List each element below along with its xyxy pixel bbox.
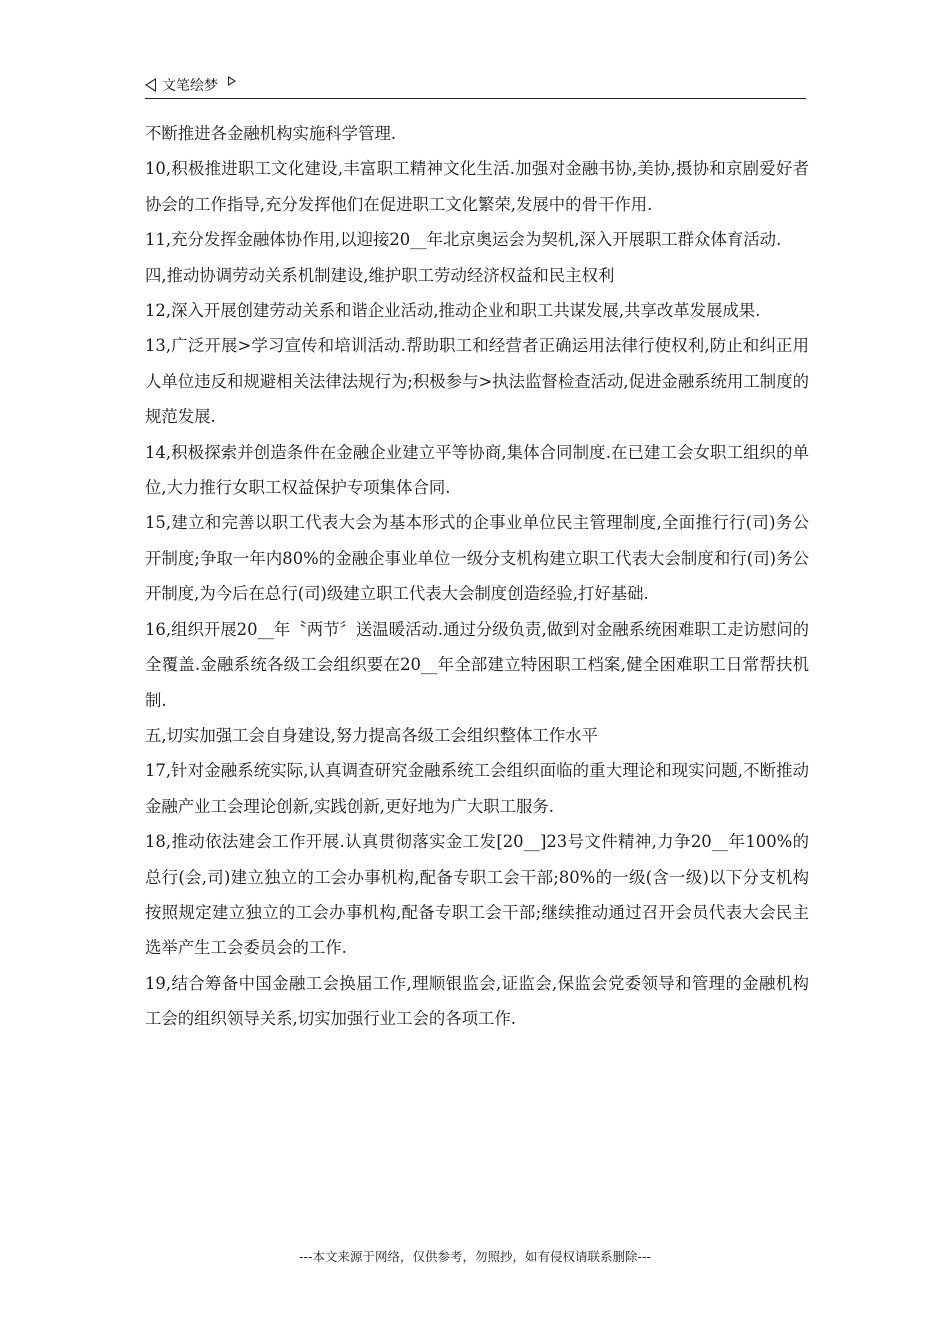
page-header xyxy=(145,72,806,99)
triangle-left-icon xyxy=(145,78,156,92)
paragraph: 16,组织开展20__年〝两节〞送温暖活动.通过分级负责,做到对金融系统困难职工走访慰问的全覆盖.金融系统各级工会组织要在20__年全部建立特困职工档案,健全困难职工日常帮扶机制. xyxy=(145,619,809,710)
paragraph: 14,积极探索并创造条件在金融企业建立平等协商,集体合同制度.在已建工会女职工组织的单位,大力推行女职工权益保护专项集体合同. xyxy=(145,442,809,498)
paragraph: 12,深入开展创建劳动关系和谐企业活动,推动企业和职工共谋发展,共享改革发展成果. xyxy=(145,301,761,321)
paragraph: 19,结合筹备中国金融工会换届工作,理顺银监会,证监会,保监会党委领导和管理的金融机构工会的组织领导关系,切实加强行业工会的各项工作. xyxy=(145,973,809,1029)
section-heading: 五,切实加强工会自身建设,努力提高各级工会组织整体工作水平 xyxy=(145,725,598,745)
paragraph: 13,广泛开展>学习宣传和培训活动.帮助职工和经营者正确运用法律行使权利,防止和纠正用人单位违反和规避相关法律法规行为;积极参与>执法监督检查活动,促进金融系统用工制度的规范发展. xyxy=(145,336,809,427)
document-body xyxy=(145,116,809,1037)
paragraph: 18,推动依法建会工作开展.认真贯彻落实金工发[20__]23号文件精神,力争20__年100%的总行(会,司)建立独立的工会办事机构,配备专职工会干部;80%的一级(含一级)以下分支机构按照规定建立独立的工会办事机构,配备专职工会干部;继续推动通过召开会员代表大会民主选举产生工会委员会的工作. xyxy=(145,832,809,958)
paragraph: 10,积极推进职工文化建设,丰富职工精神文化生活.加强对金融书协,美协,摄协和京剧爱好者协会的工作指导,充分发挥他们在促进职工文化繁荣,发展中的骨干作用. xyxy=(145,159,809,214)
section-heading: 四,推动协调劳动关系机制建设,维护职工劳动经济权益和民主权利 xyxy=(145,265,615,285)
header-title: 文笔绘梦 xyxy=(162,78,218,94)
paragraph: 11,充分发挥金融体协作用,以迎接20__年北京奥运会为契机,深入开展职工群众体育活动. xyxy=(145,230,782,250)
paragraph: 不断推进各金融机构实施科学管理. xyxy=(145,124,397,143)
triangle-right-icon xyxy=(228,76,236,86)
page-footer: ---本文来源于网络，仅供参考，勿照抄，如有侵权请联系删除--- xyxy=(298,1249,652,1264)
paragraph: 17,针对金融系统实际,认真调查研究金融系统工会组织面临的重大理论和现实问题,不断推动金融产业工会理论创新,实践创新,更好地为广大职工服务. xyxy=(145,761,809,816)
paragraph: 15,建立和完善以职工代表大会为基本形式的企事业单位民主管理制度,全面推行行(司)务公开制度;争取一年内80%的金融企事业单位一级分支机构建立职工代表大会制度和行(司)务公开制度,为今后在总行(司)级建立职工代表大会制度创造经验,打好基础. xyxy=(145,513,809,604)
